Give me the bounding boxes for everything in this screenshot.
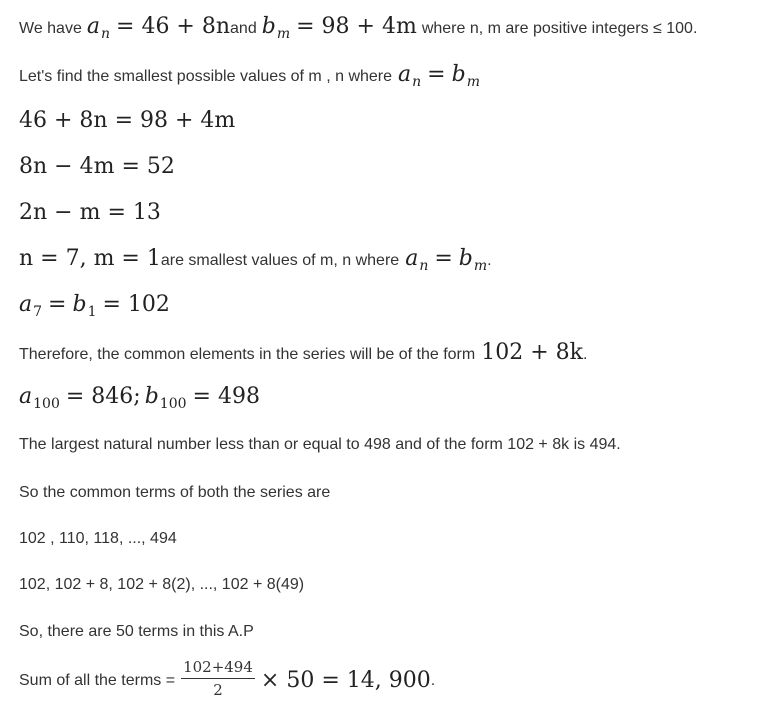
math-expression: = 498 [192, 384, 260, 409]
text: and [230, 20, 257, 37]
math-expression: × 50 = 14, 900 [260, 668, 431, 693]
text: . [487, 252, 492, 269]
math-var: b [144, 384, 159, 409]
math-var: a [19, 292, 33, 317]
text: We have [19, 20, 82, 37]
math-var: b [261, 14, 276, 39]
text-largest-number [19, 436, 621, 454]
math-expression: 102 + 8k [481, 340, 583, 365]
math-var: a [405, 246, 419, 271]
text: Sum of all the terms = [19, 671, 176, 689]
math-subscript: n [100, 26, 111, 42]
math-operator: = [427, 62, 446, 87]
math-var: b [72, 292, 87, 317]
text: So, there are 50 terms in this A.P [19, 623, 254, 640]
math-subscript: n [412, 74, 422, 90]
math-subscript: n [419, 258, 429, 274]
math-var: b [458, 246, 473, 271]
fraction-denominator: 2 [213, 681, 223, 699]
fraction-numerator: 102+494 [181, 658, 255, 679]
math-var: a [398, 62, 412, 87]
math-equation: 46 + 8n = 98 + 4m [19, 108, 236, 133]
math-operator: = [48, 292, 67, 317]
math-var: a [19, 384, 33, 409]
text: So the common terms of both the series are [19, 484, 331, 501]
math-subscript: 7 [33, 304, 43, 320]
text: 102 , 110, 118, ..., 494 [19, 530, 177, 547]
text: Therefore, the common elements in the series will be of the form [19, 346, 476, 363]
line-common-form [19, 340, 587, 365]
math-subscript: m [466, 74, 480, 90]
equation-3 [19, 200, 161, 225]
line-find-smallest [19, 62, 480, 90]
text-common-terms-form [19, 576, 304, 594]
math-equation: 2n − m = 13 [19, 200, 161, 225]
math-expression: = 102 [102, 292, 170, 317]
text: 102, 102 + 8, 102 + 8(2), ..., 102 + 8(49) [19, 576, 305, 593]
fraction [181, 658, 255, 699]
math-expression: = 46 + 8n [116, 14, 231, 39]
math-var: b [451, 62, 466, 87]
math-subscript: m [276, 26, 291, 42]
math-subscript: 100 [33, 396, 60, 412]
line-smallest-values [19, 246, 492, 274]
text: are smallest values of m, n where [160, 252, 400, 269]
math-equation: 8n − 4m = 52 [19, 154, 175, 179]
text: where n, m are positive integers ≤ 100. [421, 20, 698, 37]
text-common-terms-intro [19, 484, 330, 502]
equation-first-common [19, 292, 170, 320]
math-var: a [86, 14, 100, 39]
math-subscript: 1 [87, 304, 97, 320]
math-expression: = 98 + 4m [296, 14, 417, 39]
math-expression: n = 7, m = 1 [19, 246, 161, 271]
text-term-count [19, 623, 254, 641]
math-operator: = [434, 246, 453, 271]
math-subscript: 100 [159, 396, 187, 412]
equation-1 [19, 108, 235, 133]
text: Let's find the smallest possible values of m , n where [19, 68, 393, 85]
math-subscript: m [473, 258, 488, 274]
text: . [430, 671, 436, 689]
line-sum [19, 660, 435, 701]
equation-last-terms [19, 384, 260, 412]
text: . [582, 346, 588, 363]
text-common-terms-list [19, 530, 177, 548]
equation-2 [19, 154, 175, 179]
math-expression: = 846; [65, 384, 141, 409]
text: The largest natural number less than or equal to 498 and of the form 102 + 8k is 494. [19, 436, 621, 453]
line-definitions [19, 14, 698, 42]
